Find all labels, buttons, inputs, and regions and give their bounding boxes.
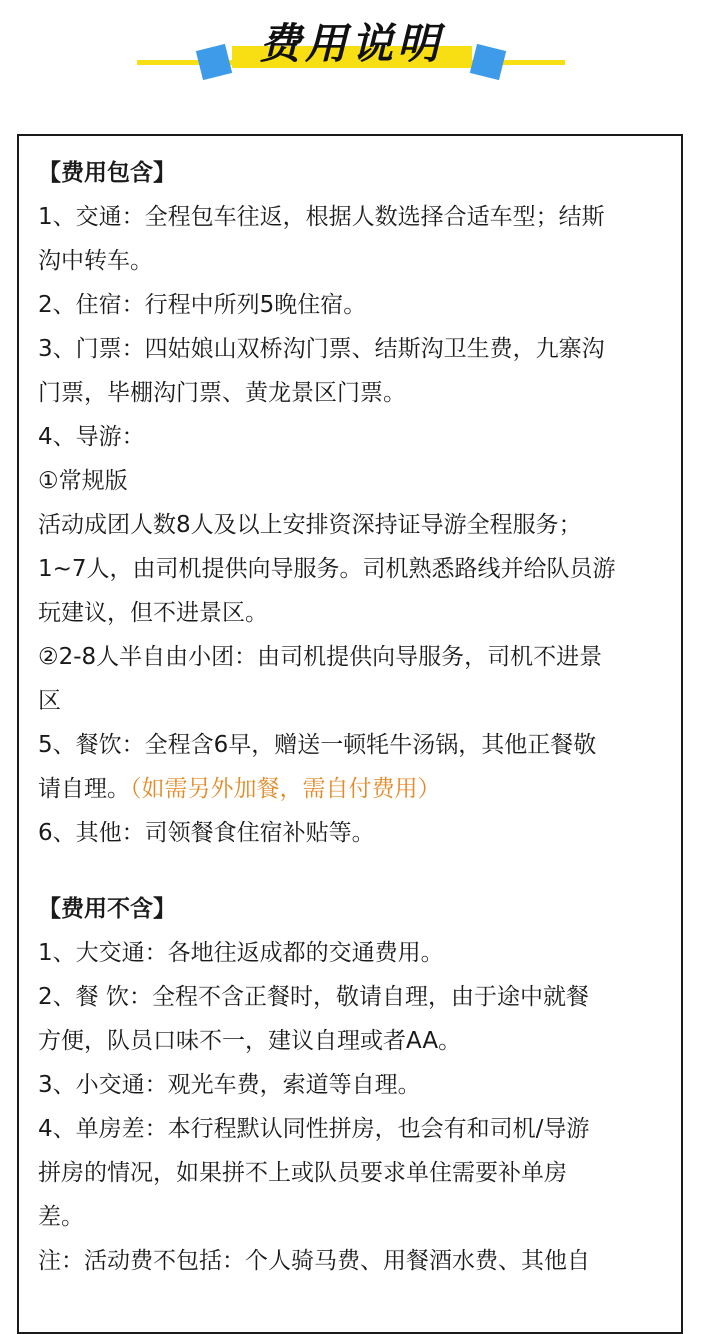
- included-transport-line-2: 沟中转车。: [38, 248, 153, 274]
- excluded-meals-line-2: 方便，队员口味不一，建议自理或者AA。: [38, 1028, 462, 1054]
- section-header: [0, 0, 702, 100]
- included-tickets-line-1: 3、门票：四姑娘山双桥沟门票、结斯沟卫生费，九寨沟: [38, 336, 605, 362]
- included-meals-line-2: [38, 767, 670, 811]
- excluded-title: 【费用不含】: [38, 896, 176, 922]
- guide-regular-line-3: 玩建议，但不进景区。: [38, 600, 268, 626]
- section-spacer: [38, 855, 670, 887]
- included-lodging: 2、住宿：行程中所列5晚住宿。: [38, 292, 367, 318]
- included-title: 【费用包含】: [38, 160, 176, 186]
- included-transport-line-1: 1、交通：全程包车往返，根据人数选择合适车型；结斯: [38, 204, 605, 230]
- included-tickets-line-2: 门票，毕棚沟门票、黄龙景区门票。: [38, 380, 406, 406]
- excluded-small-transport: 3、小交通：观光车费，索道等自理。: [38, 1072, 421, 1098]
- guide-small-group-line-1: ②2-8人半自由小团：由司机提供向导服务，司机不进景: [38, 644, 603, 670]
- guide-small-group-line-2: 区: [38, 688, 61, 714]
- meals-extra-note: （如需另外加餐，需自付费用）: [130, 776, 441, 802]
- included-other: 6、其他：司领餐食住宿补贴等。: [38, 820, 375, 846]
- guide-regular-line-2: 1~7人，由司机提供向导服务。司机熟悉路线并给队员游: [38, 556, 616, 582]
- excluded-single-room-line-2: 拼房的情况，如果拼不上或队员要求单住需要补单房: [38, 1160, 567, 1186]
- excluded-single-room-line-3: 差。: [38, 1204, 84, 1230]
- guide-regular-label: ①常规版: [38, 468, 128, 494]
- meals-self-pay-text: 请自理。: [38, 776, 130, 802]
- included-guide: 4、导游：: [38, 424, 145, 450]
- excluded-single-room-line-1: 4、单房差：本行程默认同性拼房，也会有和司机/导游: [38, 1116, 590, 1142]
- excluded-note: 注：活动费不包括：个人骑马费、用餐酒水费、其他自: [38, 1248, 590, 1274]
- excluded-meals-line-1: 2、餐 饮：全程不含正餐时，敬请自理，由于途中就餐: [38, 984, 589, 1010]
- excluded-big-transport: 1、大交通：各地往返成都的交通费用。: [38, 940, 444, 966]
- guide-regular-line-1: 活动成团人数8人及以上安排资深持证导游全程服务；: [38, 512, 582, 538]
- page-title: 费用说明: [258, 19, 443, 68]
- fee-details-content: [38, 151, 670, 1283]
- included-meals-line-1: 5、餐饮：全程含6早，赠送一顿牦牛汤锅，其他正餐敬: [38, 732, 597, 758]
